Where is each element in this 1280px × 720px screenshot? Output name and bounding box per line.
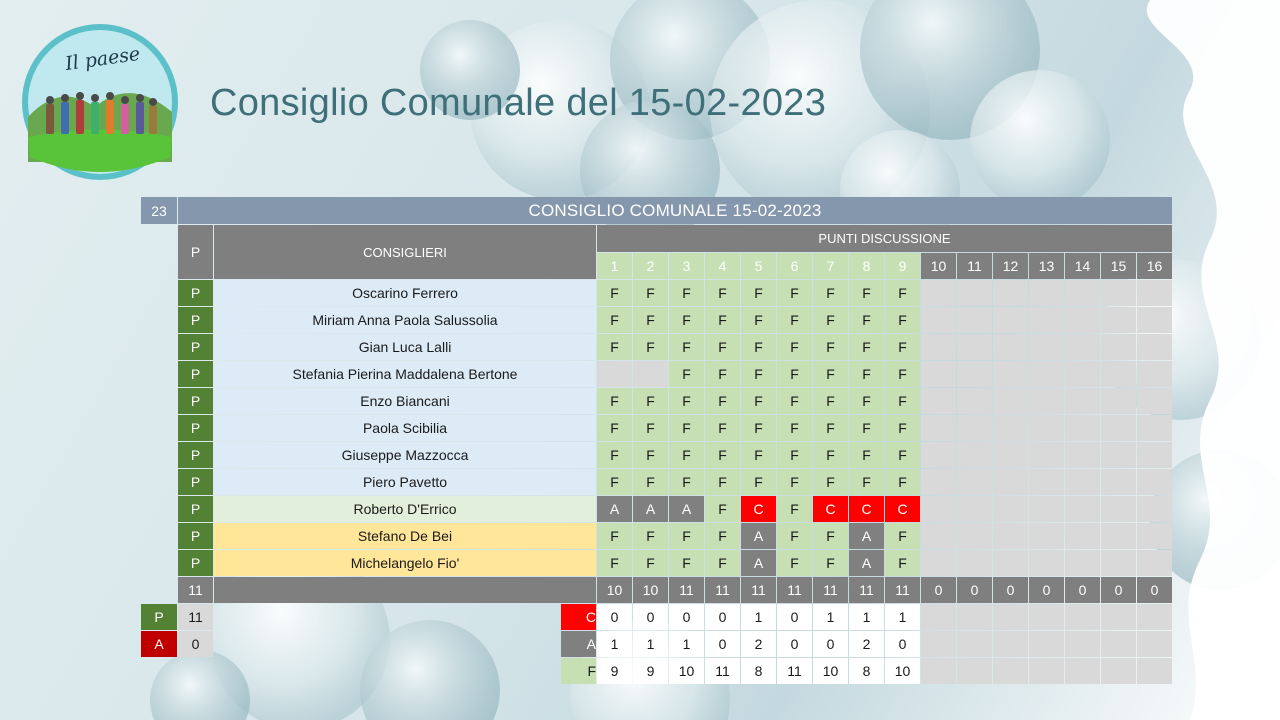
vote-cell: F — [741, 415, 776, 441]
vote-cell: F — [597, 334, 632, 360]
vote-cell: F — [813, 388, 848, 414]
vote-cell: F — [633, 280, 668, 306]
summary-empty — [1029, 604, 1064, 630]
point-total: 0 — [1137, 577, 1172, 603]
vote-cell-empty — [1065, 469, 1100, 495]
vote-cell-empty — [993, 388, 1028, 414]
councillor-name: Roberto D'Errico — [214, 496, 596, 522]
astenuti-count: 1 — [597, 631, 632, 657]
point-total: 0 — [1101, 577, 1136, 603]
vote-cell: F — [813, 523, 848, 549]
col-header-punti: PUNTI DISCUSSIONE — [597, 225, 1172, 252]
vote-cell-empty — [1029, 280, 1064, 306]
vote-cell-empty — [1065, 307, 1100, 333]
vote-cell-empty — [1029, 550, 1064, 576]
presence-cell: P — [178, 496, 213, 522]
vote-cell-empty — [1101, 550, 1136, 576]
vote-cell-empty — [1101, 415, 1136, 441]
vote-cell-empty — [993, 415, 1028, 441]
vote-cell-empty — [1065, 442, 1100, 468]
vote-cell: F — [777, 388, 812, 414]
point-total: 0 — [1029, 577, 1064, 603]
contrari-count: 1 — [741, 604, 776, 630]
presence-cell: P — [178, 442, 213, 468]
point-total: 11 — [885, 577, 920, 603]
presence-cell: P — [178, 307, 213, 333]
vote-cell-empty — [993, 280, 1028, 306]
vote-cell: F — [669, 523, 704, 549]
councillor-name: Miriam Anna Paola Salussolia — [214, 307, 596, 333]
attendance-count: 23 — [141, 197, 177, 224]
point-number-16: 16 — [1137, 253, 1172, 279]
vote-cell: C — [885, 496, 920, 522]
vote-cell: F — [633, 334, 668, 360]
vote-cell: C — [741, 496, 776, 522]
vote-cell: F — [849, 388, 884, 414]
vote-cell-empty — [1101, 388, 1136, 414]
vote-cell-empty — [1029, 361, 1064, 387]
vote-cell-empty — [1065, 334, 1100, 360]
vote-cell-empty — [921, 550, 956, 576]
vote-cell-empty — [1101, 361, 1136, 387]
vote-cell-empty — [1137, 415, 1172, 441]
vote-cell-empty — [921, 334, 956, 360]
vote-cell: F — [705, 469, 740, 495]
vote-cell: F — [849, 280, 884, 306]
vote-cell-empty — [921, 496, 956, 522]
vote-cell-empty — [1029, 469, 1064, 495]
vote-cell: F — [849, 307, 884, 333]
vote-cell-empty — [993, 523, 1028, 549]
vote-cell: F — [705, 307, 740, 333]
councillor-name: Enzo Biancani — [214, 388, 596, 414]
vote-cell-empty — [1029, 442, 1064, 468]
vote-cell: F — [597, 415, 632, 441]
favorevoli-count: 10 — [813, 658, 848, 684]
councillor-name: Piero Pavetto — [214, 469, 596, 495]
vote-cell: F — [669, 550, 704, 576]
summary-empty — [1137, 658, 1172, 684]
point-number-4: 4 — [705, 253, 740, 279]
vote-cell-empty — [1137, 550, 1172, 576]
councillor-name: Giuseppe Mazzocca — [214, 442, 596, 468]
vote-cell: F — [669, 361, 704, 387]
vote-cell: F — [669, 280, 704, 306]
vote-cell: F — [813, 442, 848, 468]
summary-empty — [993, 631, 1028, 657]
vote-cell: F — [633, 415, 668, 441]
vote-cell: F — [597, 388, 632, 414]
point-total: 10 — [633, 577, 668, 603]
summary-empty — [1101, 658, 1136, 684]
vote-cell-empty — [1065, 496, 1100, 522]
vote-cell-empty — [921, 469, 956, 495]
col-header-consiglieri: CONSIGLIERI — [214, 225, 596, 279]
summary-empty — [993, 658, 1028, 684]
summary-empty — [1029, 658, 1064, 684]
table-title: CONSIGLIO COMUNALE 15-02-2023 — [178, 197, 1172, 224]
councillor-name: Stefano De Bei — [214, 523, 596, 549]
vote-cell: A — [741, 523, 776, 549]
vote-cell: F — [777, 442, 812, 468]
vote-cell: F — [669, 442, 704, 468]
favorevoli-count: 10 — [885, 658, 920, 684]
summary-empty — [957, 631, 992, 657]
vote-cell-empty — [1137, 280, 1172, 306]
vote-cell-empty — [1137, 469, 1172, 495]
vote-cell: F — [849, 361, 884, 387]
presence-cell: P — [178, 469, 213, 495]
summary-empty — [921, 658, 956, 684]
vote-cell: A — [633, 496, 668, 522]
contrari-count: 0 — [669, 604, 704, 630]
vote-cell — [633, 361, 668, 387]
vote-cell: C — [849, 496, 884, 522]
astenuti-count: 2 — [849, 631, 884, 657]
councillor-name: Stefania Pierina Maddalena Bertone — [214, 361, 596, 387]
favorevoli-count: 8 — [741, 658, 776, 684]
vote-cell: F — [885, 280, 920, 306]
vote-cell-empty — [1137, 307, 1172, 333]
vote-cell-empty — [1137, 361, 1172, 387]
vote-cell-empty — [1101, 280, 1136, 306]
vote-cell-empty — [957, 415, 992, 441]
totals-label-empty — [214, 577, 596, 603]
vote-cell-empty — [957, 469, 992, 495]
vote-cell-empty — [957, 442, 992, 468]
contrari-count: 0 — [597, 604, 632, 630]
summary-empty — [993, 604, 1028, 630]
vote-cell: F — [813, 307, 848, 333]
vote-cell: F — [669, 307, 704, 333]
vote-cell-empty — [957, 523, 992, 549]
contrari-label: C — [561, 604, 596, 630]
astenuti-count: 0 — [705, 631, 740, 657]
vote-cell-empty — [957, 334, 992, 360]
vote-cell-empty — [957, 280, 992, 306]
vote-cell-empty — [921, 442, 956, 468]
point-number-9: 9 — [885, 253, 920, 279]
vote-cell: F — [885, 388, 920, 414]
point-number-13: 13 — [1029, 253, 1064, 279]
point-total: 0 — [993, 577, 1028, 603]
vote-cell: F — [705, 334, 740, 360]
vote-cell-empty — [957, 361, 992, 387]
contrari-count: 1 — [813, 604, 848, 630]
point-total: 11 — [705, 577, 740, 603]
vote-cell: F — [741, 388, 776, 414]
point-number-2: 2 — [633, 253, 668, 279]
vote-cell-empty — [1029, 307, 1064, 333]
vote-cell-empty — [921, 523, 956, 549]
vote-cell: F — [813, 469, 848, 495]
vote-cell: F — [813, 334, 848, 360]
vote-cell-empty — [957, 388, 992, 414]
vote-cell-empty — [1101, 307, 1136, 333]
vote-cell: F — [705, 388, 740, 414]
vote-cell: F — [849, 442, 884, 468]
vote-cell: F — [849, 469, 884, 495]
vote-cell: F — [777, 550, 812, 576]
vote-cell: F — [741, 361, 776, 387]
presence-cell: P — [178, 388, 213, 414]
vote-cell: F — [777, 415, 812, 441]
vote-cell: F — [849, 334, 884, 360]
vote-cell-empty — [993, 307, 1028, 333]
vote-cell: F — [597, 523, 632, 549]
vote-cell-empty — [993, 442, 1028, 468]
vote-cell-empty — [1101, 523, 1136, 549]
point-total: 0 — [957, 577, 992, 603]
point-total: 11 — [669, 577, 704, 603]
contrari-count: 1 — [885, 604, 920, 630]
summary-empty — [1101, 631, 1136, 657]
vote-cell-empty — [1137, 442, 1172, 468]
vote-cell-empty — [921, 361, 956, 387]
vote-cell: F — [633, 550, 668, 576]
vote-cell: F — [705, 361, 740, 387]
vote-cell: F — [669, 469, 704, 495]
point-total: 11 — [849, 577, 884, 603]
voting-table — [141, 197, 1172, 684]
absent-label: A — [141, 631, 177, 657]
vote-cell-empty — [993, 469, 1028, 495]
point-number-6: 6 — [777, 253, 812, 279]
vote-cell: F — [633, 523, 668, 549]
vote-cell-empty — [1137, 496, 1172, 522]
vote-cell: F — [669, 415, 704, 441]
astenuti-label: A — [561, 631, 596, 657]
favorevoli-label: F — [561, 658, 596, 684]
point-number-7: 7 — [813, 253, 848, 279]
vote-cell-empty — [957, 496, 992, 522]
vote-cell: F — [705, 442, 740, 468]
vote-cell-empty — [1065, 388, 1100, 414]
vote-cell: F — [777, 469, 812, 495]
vote-cell-empty — [1065, 361, 1100, 387]
vote-cell: F — [885, 442, 920, 468]
vote-cell: F — [885, 307, 920, 333]
vote-cell-empty — [921, 280, 956, 306]
vote-cell: F — [885, 550, 920, 576]
vote-cell: F — [633, 469, 668, 495]
point-number-14: 14 — [1065, 253, 1100, 279]
vote-cell-empty — [1137, 334, 1172, 360]
point-number-15: 15 — [1101, 253, 1136, 279]
vote-cell: F — [633, 442, 668, 468]
vote-cell: A — [597, 496, 632, 522]
vote-cell-empty — [1065, 550, 1100, 576]
councillor-name: Oscarino Ferrero — [214, 280, 596, 306]
vote-cell: F — [669, 388, 704, 414]
astenuti-count: 0 — [885, 631, 920, 657]
vote-cell: F — [705, 415, 740, 441]
vote-cell-empty — [1101, 334, 1136, 360]
summary-empty — [1137, 604, 1172, 630]
vote-cell-empty — [1029, 415, 1064, 441]
logo-text: Il paese — [63, 42, 142, 76]
astenuti-count: 1 — [669, 631, 704, 657]
logo — [20, 22, 180, 182]
present-total: 11 — [178, 577, 213, 603]
councillor-name: Gian Luca Lalli — [214, 334, 596, 360]
presence-cell: P — [178, 334, 213, 360]
summary-empty — [1065, 604, 1100, 630]
vote-cell-empty — [993, 550, 1028, 576]
favorevoli-count: 9 — [633, 658, 668, 684]
col-header-p: P — [178, 225, 213, 279]
councillor-name: Paola Scibilia — [214, 415, 596, 441]
vote-cell: F — [777, 496, 812, 522]
vote-cell: A — [849, 523, 884, 549]
vote-cell-empty — [1029, 334, 1064, 360]
vote-cell: F — [777, 361, 812, 387]
contrari-count: 0 — [633, 604, 668, 630]
vote-cell-empty — [1029, 496, 1064, 522]
vote-cell: A — [741, 550, 776, 576]
vote-cell-empty — [1065, 523, 1100, 549]
astenuti-count: 1 — [633, 631, 668, 657]
presence-cell: P — [178, 361, 213, 387]
summary-empty — [921, 604, 956, 630]
vote-cell-empty — [921, 307, 956, 333]
vote-cell: F — [741, 280, 776, 306]
summary-empty — [957, 604, 992, 630]
astenuti-count: 0 — [813, 631, 848, 657]
contrari-count: 0 — [705, 604, 740, 630]
favorevoli-count: 11 — [705, 658, 740, 684]
point-number-1: 1 — [597, 253, 632, 279]
point-total: 11 — [813, 577, 848, 603]
vote-cell: F — [885, 415, 920, 441]
vote-cell-empty — [921, 388, 956, 414]
vote-cell: A — [849, 550, 884, 576]
vote-cell: C — [813, 496, 848, 522]
vote-cell: F — [813, 280, 848, 306]
vote-cell: F — [705, 496, 740, 522]
vote-cell-empty — [1101, 442, 1136, 468]
astenuti-count: 0 — [777, 631, 812, 657]
vote-cell-empty — [1065, 415, 1100, 441]
vote-cell: F — [777, 334, 812, 360]
vote-cell: F — [777, 307, 812, 333]
presence-cell: P — [178, 523, 213, 549]
summary-empty — [1065, 631, 1100, 657]
page-title: Consiglio Comunale del 15-02-2023 — [210, 82, 827, 124]
vote-cell: F — [705, 523, 740, 549]
point-total: 11 — [741, 577, 776, 603]
vote-cell: F — [777, 280, 812, 306]
vote-cell-empty — [1029, 523, 1064, 549]
point-number-5: 5 — [741, 253, 776, 279]
present-label: P — [141, 604, 177, 630]
vote-cell: F — [885, 361, 920, 387]
vote-cell: F — [597, 550, 632, 576]
vote-cell: F — [813, 550, 848, 576]
favorevoli-count: 8 — [849, 658, 884, 684]
vote-cell: F — [777, 523, 812, 549]
vote-cell: F — [813, 361, 848, 387]
vote-cell: F — [633, 307, 668, 333]
point-number-11: 11 — [957, 253, 992, 279]
vote-cell: F — [885, 334, 920, 360]
vote-cell-empty — [1101, 469, 1136, 495]
point-total: 10 — [597, 577, 632, 603]
vote-cell-empty — [993, 334, 1028, 360]
vote-cell — [597, 361, 632, 387]
vote-cell: F — [741, 307, 776, 333]
vote-cell: F — [633, 388, 668, 414]
point-number-3: 3 — [669, 253, 704, 279]
contrari-count: 1 — [849, 604, 884, 630]
summary-empty — [1101, 604, 1136, 630]
vote-cell: F — [705, 550, 740, 576]
vote-cell-empty — [957, 307, 992, 333]
vote-cell-empty — [1065, 280, 1100, 306]
summary-empty — [1029, 631, 1064, 657]
vote-cell-empty — [921, 415, 956, 441]
vote-cell: F — [813, 415, 848, 441]
contrari-count: 0 — [777, 604, 812, 630]
vote-cell: F — [741, 442, 776, 468]
summary-empty — [1065, 658, 1100, 684]
presence-cell: P — [178, 550, 213, 576]
vote-cell: F — [885, 469, 920, 495]
absent-count: 0 — [178, 631, 213, 657]
vote-cell: F — [741, 334, 776, 360]
vote-cell: F — [705, 280, 740, 306]
point-total: 0 — [921, 577, 956, 603]
vote-cell: F — [669, 334, 704, 360]
vote-cell: A — [669, 496, 704, 522]
vote-cell: F — [597, 280, 632, 306]
point-number-12: 12 — [993, 253, 1028, 279]
summary-empty — [957, 658, 992, 684]
vote-cell-empty — [1101, 496, 1136, 522]
presence-cell: P — [178, 415, 213, 441]
vote-cell-empty — [957, 550, 992, 576]
favorevoli-count: 10 — [669, 658, 704, 684]
vote-cell: F — [597, 469, 632, 495]
present-count: 11 — [178, 604, 213, 630]
vote-cell: F — [849, 415, 884, 441]
point-total: 0 — [1065, 577, 1100, 603]
vote-cell-empty — [1137, 523, 1172, 549]
summary-empty — [1137, 631, 1172, 657]
councillor-name: Michelangelo Fio' — [214, 550, 596, 576]
vote-cell: F — [597, 307, 632, 333]
vote-cell-empty — [993, 496, 1028, 522]
vote-cell: F — [597, 442, 632, 468]
vote-cell-empty — [993, 361, 1028, 387]
point-total: 11 — [777, 577, 812, 603]
astenuti-count: 2 — [741, 631, 776, 657]
vote-cell-empty — [1029, 388, 1064, 414]
favorevoli-count: 11 — [777, 658, 812, 684]
presence-cell: P — [178, 280, 213, 306]
vote-cell-empty — [1137, 388, 1172, 414]
point-number-10: 10 — [921, 253, 956, 279]
point-number-8: 8 — [849, 253, 884, 279]
vote-cell: F — [885, 523, 920, 549]
summary-empty — [921, 631, 956, 657]
vote-cell: F — [741, 469, 776, 495]
favorevoli-count: 9 — [597, 658, 632, 684]
